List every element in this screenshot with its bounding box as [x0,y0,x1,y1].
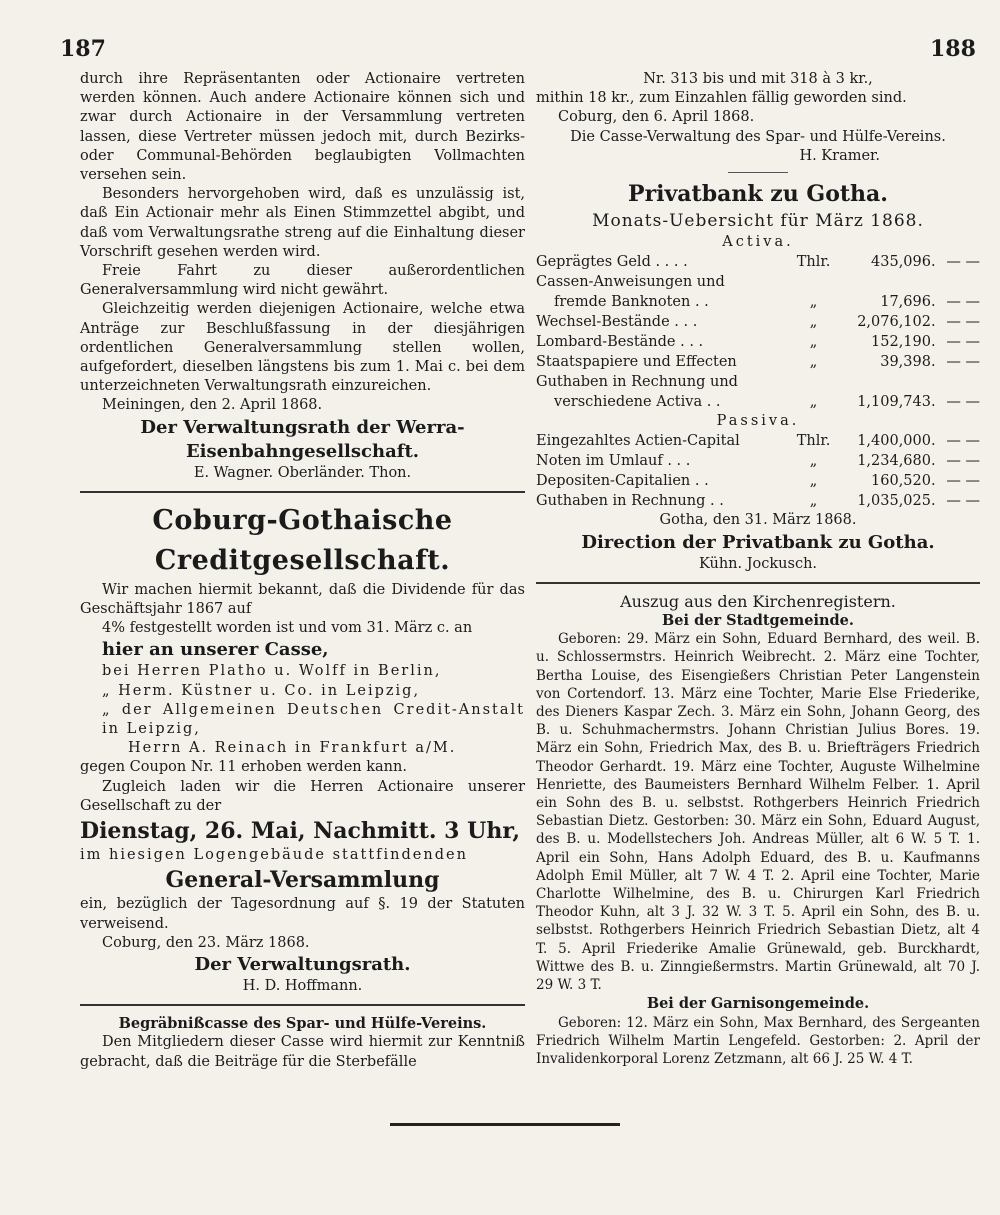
row-currency: „ [809,493,818,510]
table-row [536,471,980,491]
table-row [536,372,980,392]
signature-heading: Eisenbahngesellschaft. [185,440,420,462]
dateline: Gotha, den 31. März 1868. [659,512,857,529]
meeting-date: Dienstag, 26. Mai, Nachmitt. 3 Uhr, [80,818,520,845]
row-label: Noten im Umlauf . . . [536,453,691,470]
row-label: Staatspapiere und Effecten [536,354,737,371]
row-label: Depositen-Capitalien . . [536,473,709,490]
row-currency [794,372,834,392]
body-paragraph: Den Mitgliedern dieser Casse wird hiermit zur Kenntniß gebracht, daß die Beiträge für die Sterbefälle [80,1034,525,1070]
row-amount [833,372,935,392]
meeting-title: General-Versammlung [165,867,440,894]
row-label: Geprägtes Geld . . . . [536,254,688,271]
row-currency: „ [809,314,818,331]
row-currency: „ [809,473,818,490]
bottom-rule [390,1123,620,1126]
intro-paragraph: Freie Fahrt zu dieser außerordentlichen Generalversammlung wird nicht gewährt. [80,263,525,299]
row-amount: 160,520. [871,473,936,490]
payment-place: bei Herren Platho u. Wolff in Berlin, [102,663,442,680]
body-paragraph: Wir machen hiermit bekannt, daß die Dividende für das Geschäftsjahr 1867 auf [80,581,525,618]
section-title: Begräbnißcasse des Spar- und Hülfe-Vereins. [118,1015,487,1033]
dateline: Coburg, den 6. April 1868. [558,109,755,126]
row-amount: 1,400,000. [857,433,936,450]
signature-heading: Der Verwaltungsrath der Werra- [140,416,465,438]
table-row [536,392,980,412]
row-amount: 435,096. [871,254,936,271]
row-currency: „ [809,453,818,470]
row-amount: 39,398. [880,354,936,371]
table-section-label: Passiva. [716,413,800,430]
row-label: Guthaben in Rechnung . . [536,493,724,510]
table-row [536,292,980,312]
row-dashes: — — [946,314,980,331]
section-title: Privatbank zu Gotha. [628,181,888,208]
payment-place: „ Herm. Küstner u. Co. in Leipzig, [102,682,421,699]
page-number-right: 188 [930,36,976,62]
row-dashes [936,272,980,292]
body-paragraph: ein, bezüglich der Tagesordnung auf §. 19 der Statuten verweisend. [80,896,525,932]
row-dashes [936,372,980,392]
continued-text: Nr. 313 bis und mit 318 à 3 kr., [643,71,873,87]
subsection-title: Bei der Stadtgemeinde. [662,612,854,630]
row-label: verschiedene Activa . . [554,394,721,411]
page-number-left: 187 [60,36,106,62]
intro-paragraph: Gleichzeitig werden diejenigen Actionaire, welche etwa Anträge zur Beschlußfassung in der diesjährigen ordentlichen Generalversammlung stellen wollen, aufgefordert, dieselben längstens bis zum 1. Mai c. bei dem unterzeichneten Verwaltungsrath einzureichen. [80,301,525,395]
row-label: Lombard-Bestände . . . [536,334,704,351]
continued-text: mithin 18 kr., zum Einzahlen fällig geworden sind. [536,90,907,107]
section-title: Coburg-Gothaische Creditgesellschaft. [152,504,453,576]
register-entries: Geboren: 12. März ein Sohn, Max Bernhard, des Sergeanten Friedrich Wilhelm Martin Lengefeld. Gestorben: 2. April der Invalidenkorporal Lorenz Zetzmann, alt 66 J. 25 W. 4 T. [536,1014,980,1067]
row-dashes: — — [946,254,980,271]
row-amount: 17,696. [880,294,936,311]
body-paragraph: im hiesigen Logengebäude stattfindenden [80,847,468,864]
left-column [80,70,525,1072]
section-subtitle: Monats-Uebersicht für März 1868. [592,211,924,232]
signature-heading: Direction der Privatbank zu Gotha. [581,531,935,553]
row-dashes: — — [946,354,980,371]
table-section-label: Activa. [722,234,794,251]
row-label: Guthaben in Rechnung und [536,374,738,391]
row-dashes: — — [946,433,980,450]
body-paragraph: Zugleich laden wir die Herren Actionaire unserer Gesellschaft zu der [80,778,525,814]
row-currency: „ [809,334,818,351]
row-amount: 2,076,102. [857,314,936,331]
table-row [536,491,980,511]
divider [536,582,980,584]
table-row [536,332,980,352]
row-label: Eingezahltes Actien-Capital [536,433,740,450]
payment-place: Herrn A. Reinach in Frankfurt a/M. [128,740,457,757]
divider [728,172,788,173]
intro-paragraph: Besonders hervorgehoben wird, daß es unzulässig ist, daß Ein Actionair mehr als Einen Stimmzettel abgibt, und daß vom Verwaltungsrathe streng auf die Einhaltung dieser Vorschrift gesehen werden wird. [80,186,525,260]
signature-names: E. Wagner. Oberländer. Thon. [193,464,412,481]
table-row [536,272,980,292]
signature-heading: Die Casse-Verwaltung des Spar- und Hülfe-Vereins. [570,128,946,145]
row-label: fremde Banknoten . . [554,294,709,311]
row-amount: 1,035,025. [857,493,936,510]
row-currency: „ [809,294,818,311]
row-dashes: — — [946,453,980,470]
row-currency: Thlr. [796,254,831,271]
register-entries: Geboren: 29. März ein Sohn, Eduard Bernhard, des weil. B. u. Schlossermstrs. Heinrich Weibrecht. 2. März eine Tochter, Bertha Louise, des Eisengießers Christian Peter Langenstein von Cortendorf. 13. März eine Tochter, Marie Else Friederike, des Dieners Kaspar Zech. 3. März ein Sohn, Johann Georg, des B. u. Schuhmachermstrs. Johann Christian Julius Bores. 19. März ein Sohn, Friedrich Max, des B. u. Briefträgers Friedrich Theodor Gerhardt. 19. März eine Tochter, Auguste Wilhelmine Henriette, des Baumeisters Bernhard Wilhelm Felber. 1. April ein Sohn des B. u. selbstst. Rothgerbers Heinrich Friedrich Sebastian Dietz. Gestorben: 30. März ein Sohn, Eduard August, des B. u. Modellstechers Joh. Andreas Müller, alt 6 W. 5 T. 1. April ein Sohn, Hans Adolph Eduard, des B. u. Kaufmanns Adolph Emil Müller, alt 7 W. 4 T. 2. April eine Tochter, Marie Charlotte Wilhelmine, des B. u. Chirurgen Karl Friedrich Theodor Kuhn, alt 3 J. 32 W. 3 T. 5. April ein Sohn, des B. u. selbstst. Rothgerbers Heinrich Friedrich Sebastian Dietz, alt 4 T. 5. April Friederike Amalie Grünewald, geb. Burckhardt, Wittwe des B. u. Zinngießermstrs. Martin Grünewald, alt 70 J. 29 W. 3 T. [536,631,980,994]
dateline: Meiningen, den 2. April 1868. [102,397,323,414]
divider [80,1004,525,1006]
intro-paragraph: durch ihre Repräsentanten oder Actionaire vertreten werden können. Auch andere Actionaire können sich und zwar durch Actionaire in der Versammlung vertreten lassen, diese Vertreter müssen jedoch mit, durch Bezirks- oder Communal-Behörden beglaubigten Vollmachten versehen sein. [80,71,525,184]
divider [80,491,525,493]
signature-heading: Der Verwaltungsrath. [194,953,411,975]
subsection-title: Bei der Garnisongemeinde. [646,995,870,1013]
row-amount: 1,234,680. [857,453,936,470]
row-currency: „ [809,354,818,371]
right-column [536,70,980,1068]
row-currency: „ [809,394,818,411]
payment-place: hier an unserer Casse, [102,639,329,661]
table-row [536,352,980,372]
row-label: Wechsel-Bestände . . . [536,314,698,331]
section-title: Auszug aus den Kirchenregistern. [620,591,896,611]
signature-names: H. D. Hoffmann. [242,977,363,994]
table-row [536,451,980,471]
body-paragraph: gegen Coupon Nr. 11 erhoben werden kann. [80,759,407,776]
activa-table [536,252,980,412]
row-dashes: — — [946,493,980,510]
table-row [536,431,980,451]
row-amount: 1,109,743. [857,394,936,411]
row-dashes: — — [946,394,980,411]
payment-place: „ der Allgemeinen Deutschen Credit-Anstalt in Leipzig, [102,701,525,738]
body-paragraph: 4% festgestellt worden ist und vom 31. März c. an [102,620,473,637]
row-dashes: — — [946,294,980,311]
row-amount: 152,190. [871,334,936,351]
table-row [536,252,980,272]
row-dashes: — — [946,334,980,351]
table-row [536,312,980,332]
dateline: Coburg, den 23. März 1868. [102,934,310,951]
row-currency: Thlr. [796,433,831,450]
signature-names: Kühn. Jockusch. [698,555,818,572]
row-amount [833,272,935,292]
signature-names: H. Kramer. [799,147,880,164]
passiva-table [536,431,980,511]
row-currency [794,272,834,292]
row-label: Cassen-Anweisungen und [536,274,725,291]
row-dashes: — — [946,473,980,490]
